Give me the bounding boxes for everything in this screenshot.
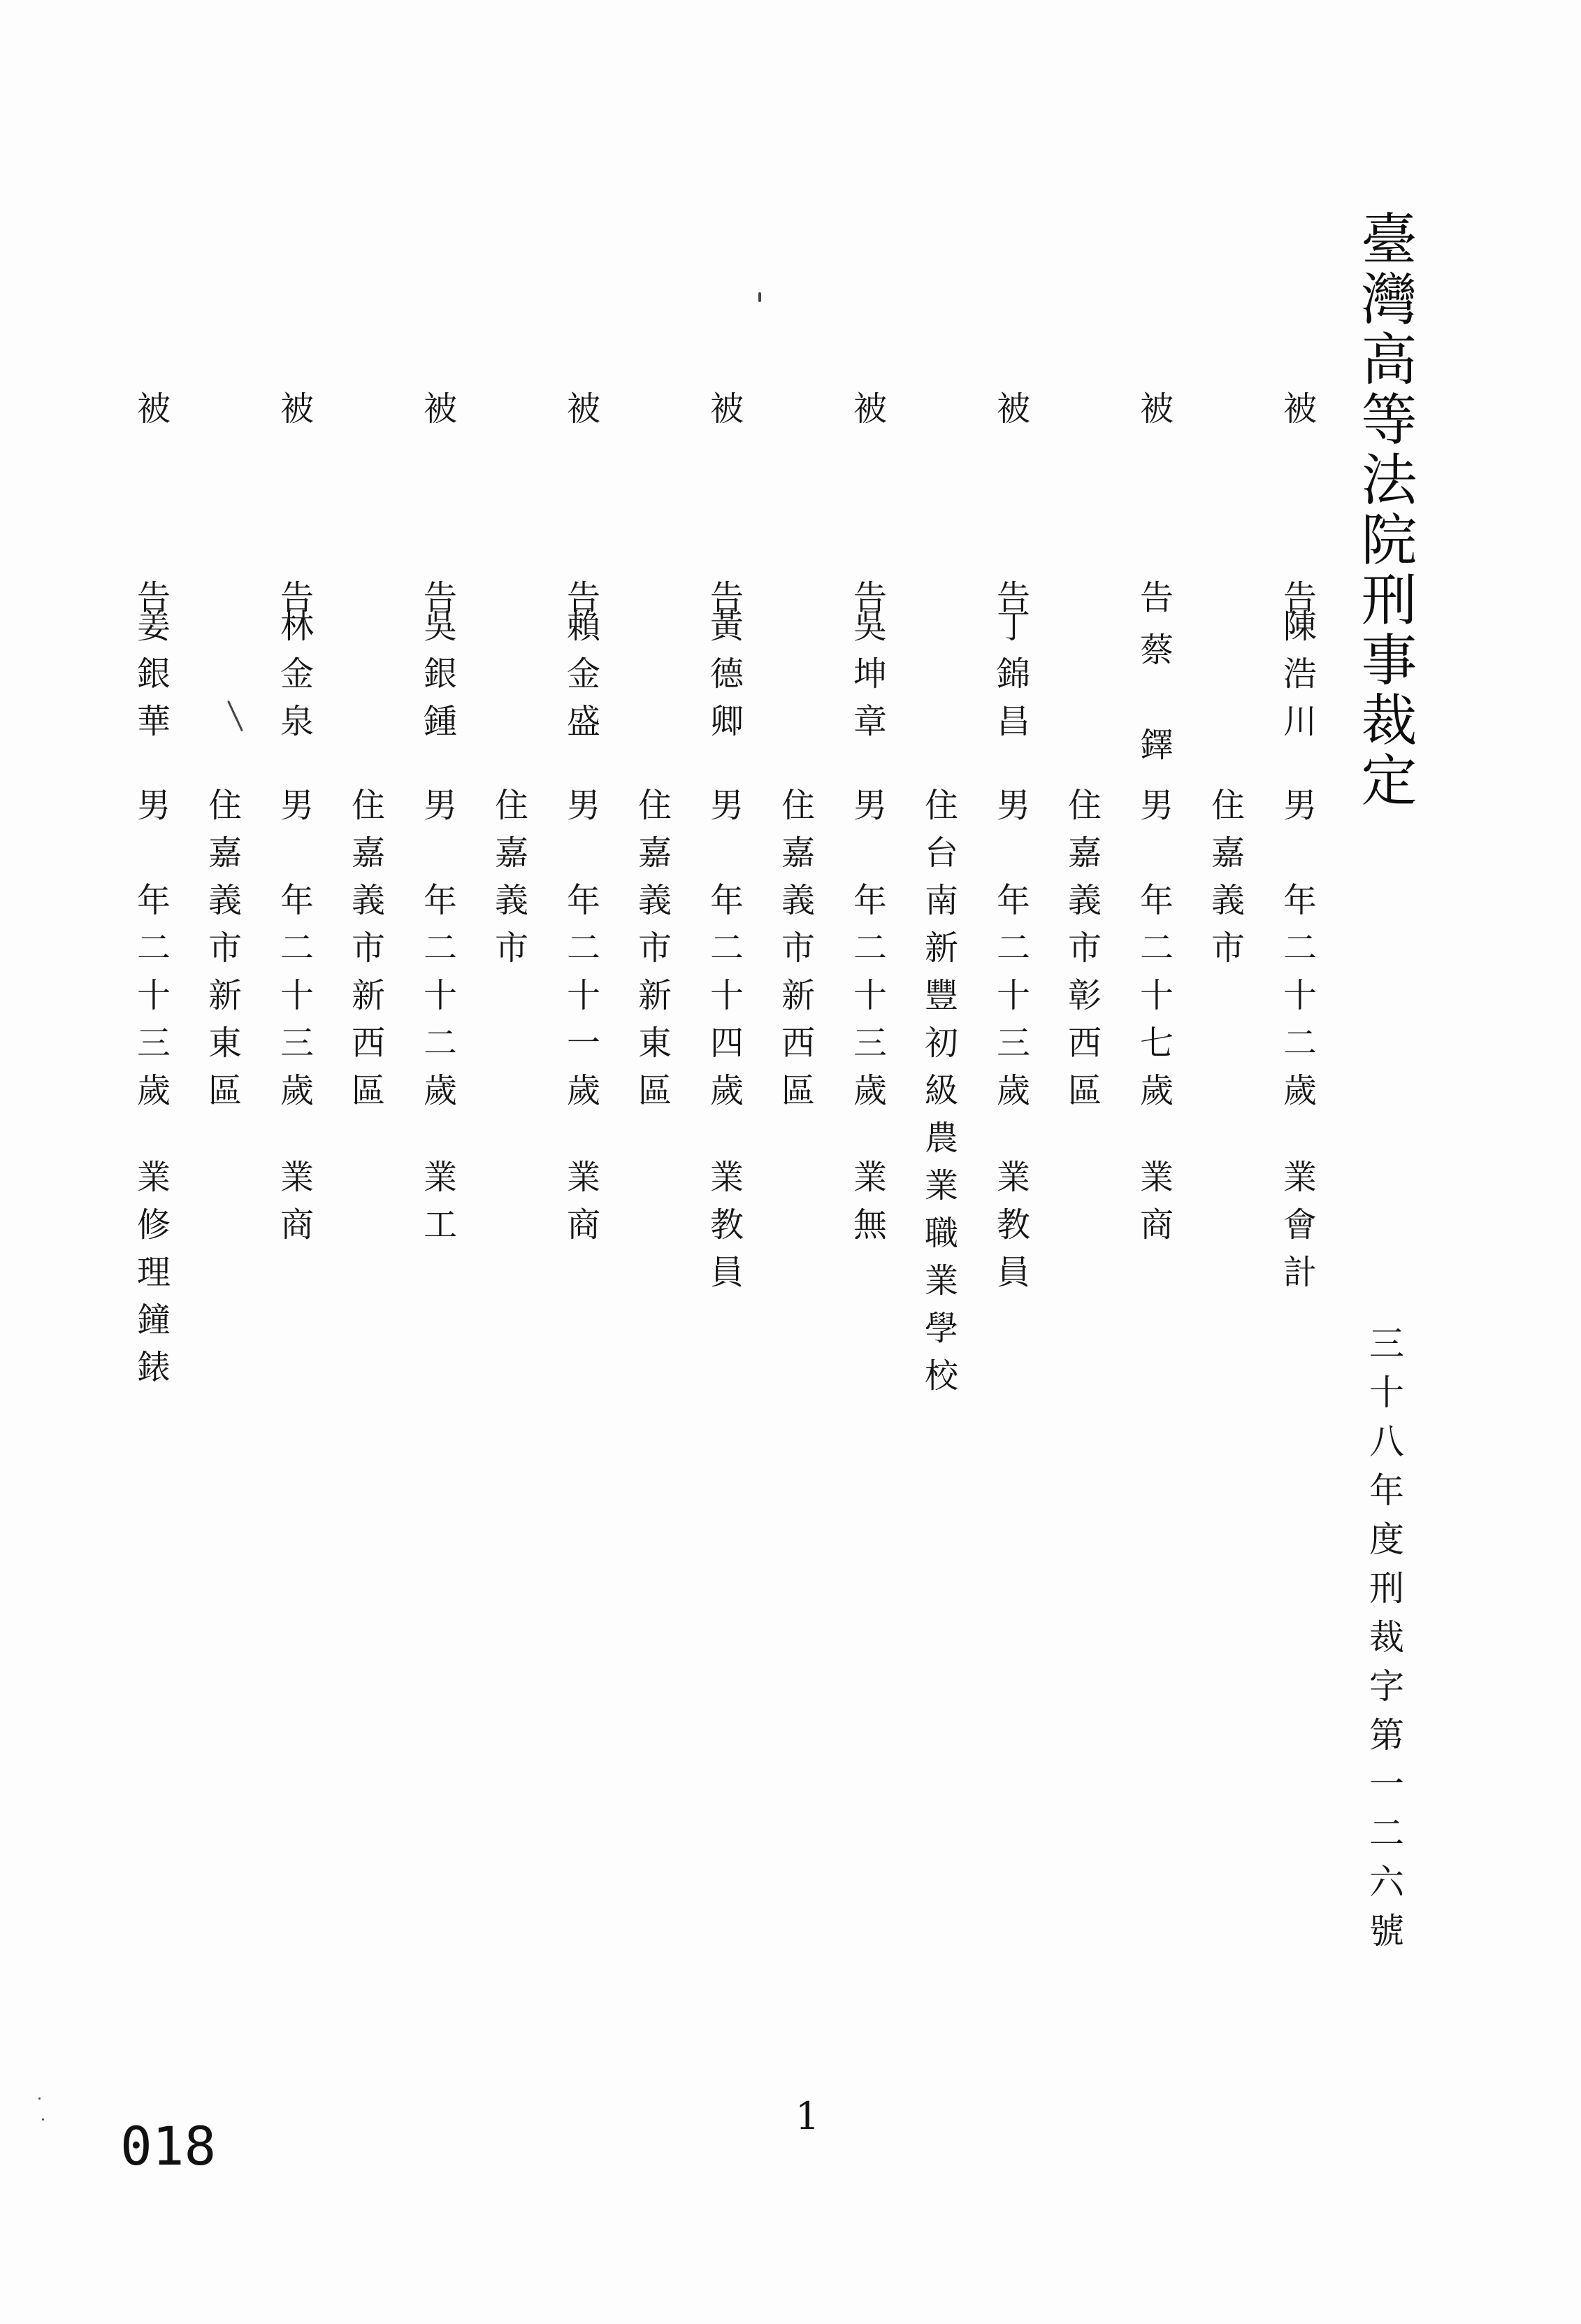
defendant-name (706, 603, 748, 745)
defendant-label (563, 315, 605, 617)
scan-speck (758, 292, 761, 302)
defendant-label-text: 被告 (566, 389, 600, 617)
defendant-sex-text: 男 (996, 786, 1030, 825)
defendant-age-text: 年二十三歲 (853, 881, 887, 1110)
defendant-name-text: 蔡鐸 (1139, 631, 1174, 765)
defendant-name-text: 姜銀華 (136, 607, 171, 741)
defendant-occupation-text: 業教員 (709, 1158, 744, 1292)
defendant-sex (992, 782, 1034, 829)
defendant-residence-text: 住台南新豐初級農業職業學校 (924, 786, 958, 1396)
defendant-residence-text: 住嘉義市新西區 (351, 786, 385, 1110)
defendant-occupation-text: 業教員 (996, 1158, 1030, 1292)
defendant-age (133, 877, 175, 1114)
defendant-label-text: 被告 (709, 389, 744, 617)
defendant-name (1136, 603, 1178, 793)
defendant-name-text: 賴金盛 (566, 607, 600, 741)
defendant-name-text: 陳浩川 (1283, 607, 1317, 741)
defendant-residence (347, 782, 389, 1114)
defendant-age (419, 877, 461, 1114)
defendant-sex-text: 男 (423, 786, 457, 825)
case-number: 三十八年度刑裁字第一二六號 (1364, 1325, 1404, 1961)
defendant-age (563, 877, 605, 1114)
defendant-age (992, 877, 1034, 1114)
defendant-label (419, 315, 461, 617)
defendant-age-text: 年二十四歲 (709, 881, 744, 1110)
defendant-age-text: 年二十三歲 (136, 881, 171, 1110)
defendant-residence (491, 782, 533, 972)
defendant-occupation (849, 1154, 891, 1249)
defendant-sex (1136, 782, 1178, 829)
defendant-name (276, 603, 318, 745)
defendant-occupation-text: 業商 (566, 1158, 600, 1245)
defendant-sex-text: 男 (709, 786, 744, 825)
defendant-label (706, 315, 748, 617)
defendant-sex-text: 男 (1139, 786, 1174, 825)
defendant-sex (563, 782, 605, 829)
defendant-residence-text: 住嘉義市新東區 (637, 786, 672, 1110)
defendant-label-text: 被告 (280, 389, 314, 617)
defendant-age (276, 877, 318, 1114)
defendant-sex (1279, 782, 1321, 829)
scan-number: 018 (120, 2115, 217, 2177)
defendant-occupation (133, 1154, 175, 1391)
defendant-residence-text: 住嘉義市 (1211, 786, 1245, 968)
defendant-occupation-text: 業修理鐘錶 (136, 1158, 171, 1387)
defendant-sex (419, 782, 461, 829)
defendant-name-text: 丁錦昌 (996, 607, 1030, 741)
defendant-label-text: 被告 (853, 389, 887, 617)
defendant-sex (706, 782, 748, 829)
scan-speck (227, 701, 243, 732)
defendant-label (1279, 315, 1321, 617)
defendant-label (849, 315, 891, 617)
defendant-residence (1064, 782, 1106, 1114)
defendant-label (276, 315, 318, 617)
defendant-label-text: 被告 (136, 389, 171, 617)
defendant-name (849, 603, 891, 745)
defendant-sex-text: 男 (853, 786, 887, 825)
scan-speck (38, 2097, 41, 2100)
defendant-occupation-text: 業工 (423, 1158, 457, 1245)
defendant-residence (634, 782, 676, 1114)
defendant-age-text: 年二十三歲 (280, 881, 314, 1110)
defendant-sex-text: 男 (280, 786, 314, 825)
defendant-name-text: 林金泉 (280, 607, 314, 741)
defendant-age (1279, 877, 1321, 1114)
defendant-age-text: 年二十七歲 (1139, 881, 1174, 1110)
defendant-residence (777, 782, 819, 1114)
defendant-name (419, 603, 461, 745)
court-ruling-title: 臺灣高等法院刑事裁定 (1352, 210, 1417, 811)
defendant-name (1279, 603, 1321, 745)
defendant-age-text: 年二十二歲 (1283, 881, 1317, 1110)
page-number: 1 (795, 2094, 820, 2138)
defendant-age-text: 年二十三歲 (996, 881, 1030, 1110)
defendant-residence-text: 住嘉義市新東區 (208, 786, 242, 1110)
defendant-age (1136, 877, 1178, 1114)
defendant-label (133, 315, 175, 617)
defendant-occupation (1136, 1154, 1178, 1249)
defendant-occupation (419, 1154, 461, 1249)
defendant-occupation-text: 業無 (853, 1158, 887, 1245)
defendant-age-text: 年二十一歲 (566, 881, 600, 1110)
defendant-age (849, 877, 891, 1114)
defendant-occupation (706, 1154, 748, 1296)
defendant-occupation (992, 1154, 1034, 1296)
defendant-residence-text: 住嘉義市 (494, 786, 528, 968)
defendant-label-text: 被告 (1139, 389, 1174, 617)
defendant-sex-text: 男 (1283, 786, 1317, 825)
scan-speck (42, 2118, 44, 2121)
defendant-sex (849, 782, 891, 829)
defendant-occupation-text: 業商 (1139, 1158, 1174, 1245)
defendant-occupation-text: 業會計 (1283, 1158, 1317, 1292)
defendant-label (992, 315, 1034, 617)
defendant-sex (276, 782, 318, 829)
defendant-sex (133, 782, 175, 829)
defendant-sex-text: 男 (566, 786, 600, 825)
defendant-label-text: 被告 (423, 389, 457, 617)
defendant-residence (921, 782, 962, 1400)
defendant-residence (1207, 782, 1249, 972)
defendant-name (563, 603, 605, 745)
defendant-occupation (276, 1154, 318, 1249)
defendant-label-text: 被告 (1283, 389, 1317, 617)
defendant-label-text: 被告 (996, 389, 1030, 617)
defendant-age-text: 年二十二歲 (423, 881, 457, 1110)
defendant-name-text: 吳坤章 (853, 607, 887, 741)
defendant-sex-text: 男 (136, 786, 171, 825)
defendant-name (133, 603, 175, 745)
defendant-occupation (1279, 1154, 1321, 1296)
defendant-residence (204, 782, 246, 1114)
defendant-residence-text: 住嘉義市彰西區 (1067, 786, 1102, 1110)
defendant-name (992, 603, 1034, 745)
defendant-name-text: 吳銀鍾 (423, 607, 457, 741)
defendant-age (706, 877, 748, 1114)
defendant-residence-text: 住嘉義市新西區 (781, 786, 815, 1110)
defendant-name-text: 黃德卿 (709, 607, 744, 741)
defendant-occupation-text: 業商 (280, 1158, 314, 1245)
defendant-label (1136, 315, 1178, 617)
defendant-occupation (563, 1154, 605, 1249)
